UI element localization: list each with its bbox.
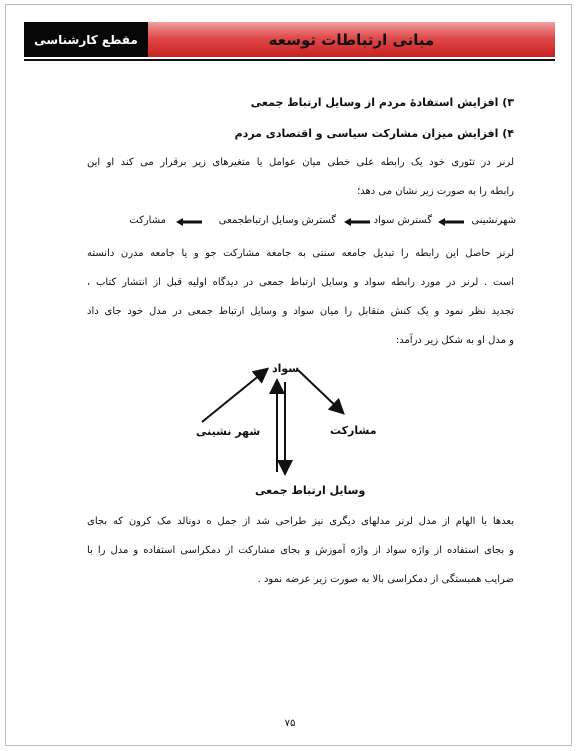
diagram-node-urbanization: شهر نشینی	[196, 425, 261, 438]
page-number: ۷۵	[284, 718, 296, 729]
list-item-4	[235, 127, 514, 140]
paragraph-line: رابطه را به صورت زیر نشان می دهد؛	[357, 186, 514, 197]
header-rule	[24, 59, 555, 61]
paragraph-line: ضرایب همبستگی از دمکراسی بالا به صورت زیر عرضه نمود .	[257, 574, 514, 585]
header-title: مبانی ارتباطات توسعه	[148, 22, 555, 57]
list-item-text: افزایش استفادۀ مردم از وسایل ارتباط جمعی	[250, 96, 499, 109]
lerner-model-diagram	[180, 360, 400, 500]
chain-item: گسترش سواد	[373, 215, 432, 226]
list-item-number: ۴)	[502, 127, 514, 140]
list-item-number: ۳)	[502, 96, 514, 109]
chain-item: مشارکت	[129, 215, 166, 226]
paragraph-line: لرنر حاصل این رابطه را تبدیل جامعه سنتی به جامعه مشارکت جو و یا جامعه مدرن دانسته	[87, 248, 514, 259]
paragraph-line: و بجای استفاده از واژه سواد از واژه آموزش و بجای مشارکت از دمکراسی استفاده و مدل را با	[87, 545, 514, 556]
paragraph-line: و مدل او به شکل زیر درآمد:	[395, 335, 514, 346]
header-level-label: مقطع کارشناسی	[24, 22, 148, 57]
page-header	[24, 22, 555, 58]
list-item-text: افزایش میزان مشارکت سیاسی و اقتصادی مردم	[234, 127, 499, 140]
chain-item: گسترش وسایل ارتباطجمعی	[218, 215, 336, 226]
causal-chain	[86, 215, 516, 231]
arrow-left-icon	[176, 218, 202, 226]
diagram-node-mass-media: وسایل ارتباط جمعی	[255, 484, 366, 497]
paragraph-line: است . لرنر در مورد رابطه سواد و وسایل ارتباط جمعی در دیدگاه اولیه قبل از انتشار کتاب ،	[87, 277, 514, 288]
diagram-node-literacy: سواد	[272, 362, 300, 375]
diagram-node-participation: مشارکت	[330, 424, 377, 437]
paragraph-line: تجدید نظر نمود و یک کنش متقابل را میان سواد و وسایل ارتباط جمعی در مدل خود جای داد	[87, 306, 514, 317]
list-item-3	[251, 96, 514, 109]
arrow-left-icon	[438, 218, 464, 226]
paragraph-line: بعدها با الهام از مدل لرنر مدلهای دیگری نیز طراحی شد از جمل ه دونالد مک کرون که بجای	[87, 516, 514, 527]
paragraph-line: لرنر در تئوری خود یک رابطه علی خطی میان عوامل یا متغیرهای زیر برقرار می کند او این	[87, 157, 514, 168]
chain-item: شهرنشینی	[471, 215, 516, 226]
arrow-left-icon	[344, 218, 370, 226]
